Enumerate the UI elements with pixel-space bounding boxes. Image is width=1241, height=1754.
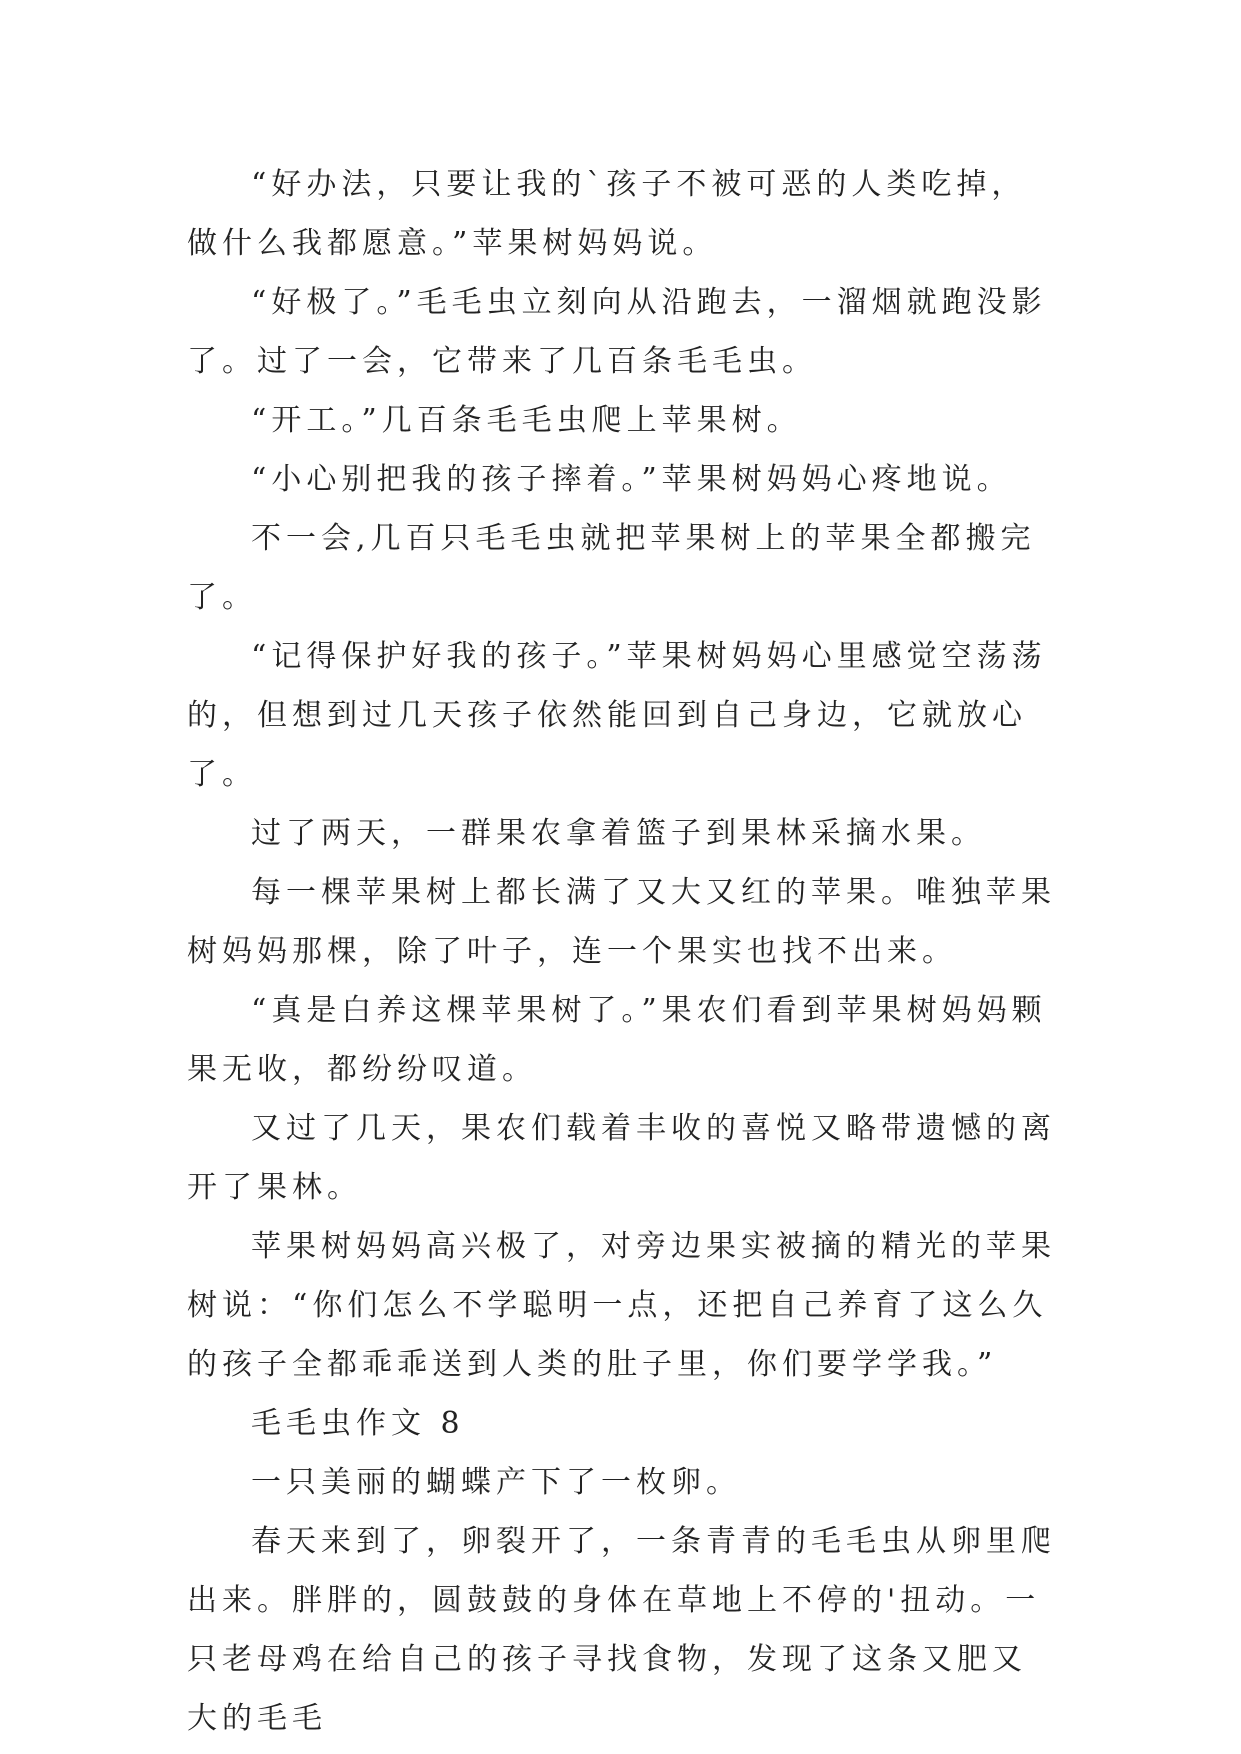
paragraph: “好极了。”毛毛虫立刻向从沿跑去，一溜烟就跑没影了。过了一会，它带来了几百条毛毛虫。 [187, 285, 1047, 379]
paragraph: “开工。”几百条毛毛虫爬上苹果树。 [251, 403, 802, 438]
paragraph: 过了两天，一群果农拿着篮子到果林采摘水果。 [251, 816, 986, 851]
paragraph: “真是白养这棵苹果树了。”果农们看到苹果树妈妈颗果无收，都纷纷叹道。 [187, 993, 1047, 1087]
paragraph: “好办法，只要让我的`孩子不被可恶的人类吃掉，做什么我都愿意。”苹果树妈妈说。 [187, 167, 1027, 261]
paragraph: 一只美丽的蝴蝶产下了一枚卵。 [251, 1465, 741, 1500]
paragraph: “记得保护好我的孩子。”苹果树妈妈心里感觉空荡荡的，但想到过几天孩子依然能回到自己身边，它就放心了。 [187, 639, 1047, 792]
paragraph: 春天来到了，卵裂开了，一条青青的毛毛虫从卵里爬出来。胖胖的，圆鼓鼓的身体在草地上不停的'扭动。一只老母鸡在给自己的孩子寻找食物，发现了这条又肥又大的毛毛 [187, 1524, 1056, 1736]
paragraph: 又过了几天，果农们载着丰收的喜悦又略带遗憾的离开了果林。 [187, 1111, 1056, 1205]
paragraph: 每一棵苹果树上都长满了又大又红的苹果。唯独苹果树妈妈那棵，除了叶子，连一个果实也找不出来。 [187, 875, 1056, 969]
paragraph: 苹果树妈妈高兴极了，对旁边果实被摘的精光的苹果树说：“你们怎么不学聪明一点，还把自己养育了这么久的孩子全都乖乖送到人类的肚子里，你们要学学我。” [187, 1229, 1056, 1382]
paragraph: 不一会,几百只毛毛虫就把苹果树上的苹果全都搬完了。 [187, 521, 1036, 615]
paragraph: “小心别把我的孩子摔着。”苹果树妈妈心疼地说。 [251, 462, 1012, 497]
document-body [187, 155, 1057, 1748]
section-heading: 毛毛虫作文 8 [251, 1406, 465, 1441]
